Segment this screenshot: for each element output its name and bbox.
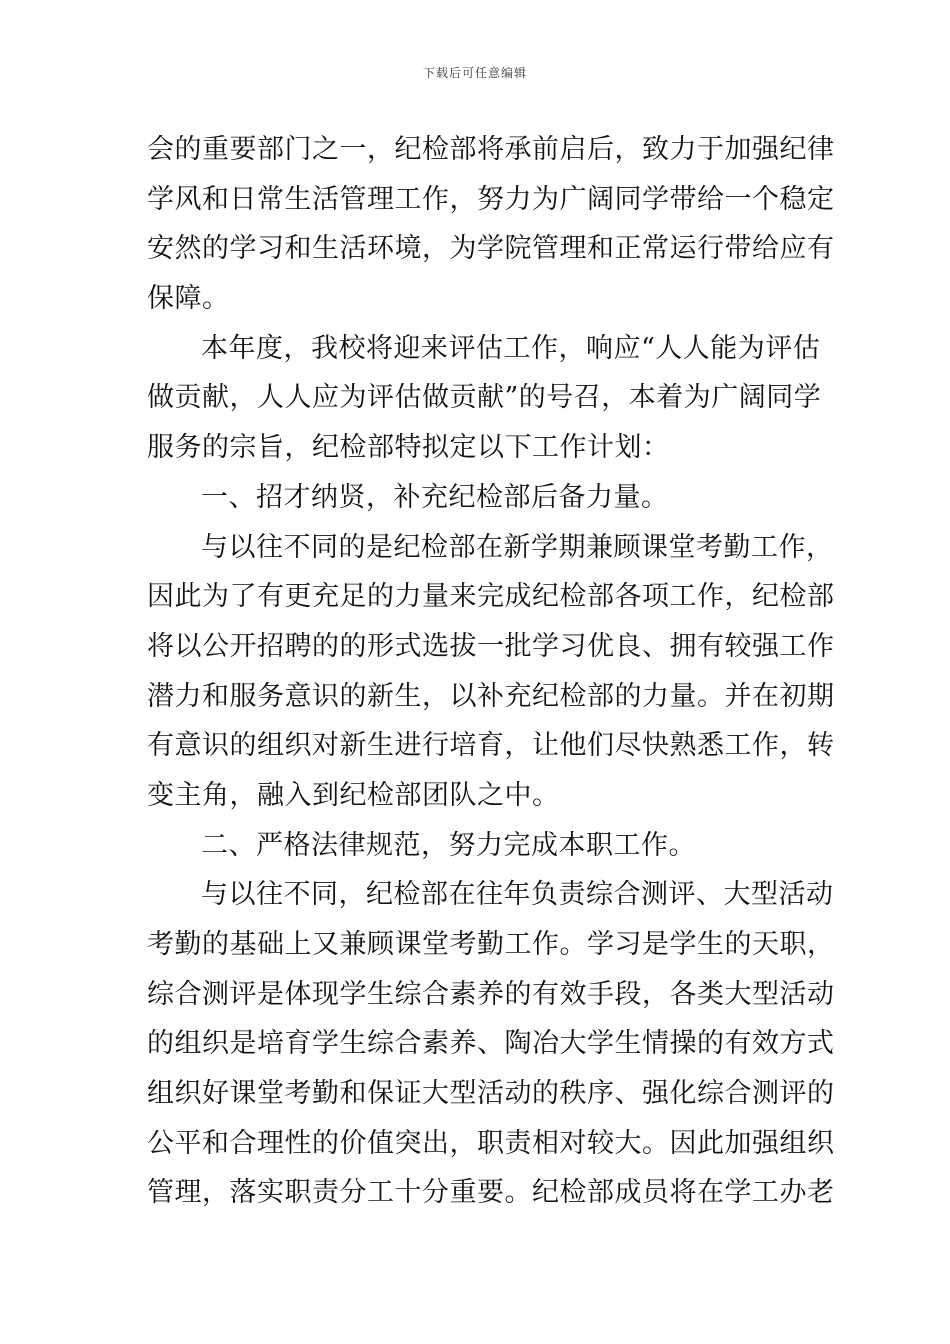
text-line: 将以公开招聘的的形式选拔一批学习优良、拥有较强工作 <box>147 630 835 662</box>
text-line: 一、招才纳贤，补充纪检部后备力量。 <box>201 481 669 513</box>
text-line: 学风和日常生活管理工作，努力为广阔同学带给一个稳定 <box>147 183 835 215</box>
text-line: 的组织是培育学生综合素养、陶冶大学生情操的有效方式 <box>147 1028 835 1060</box>
text-line: 公平和合理性的价值突出，职责相对较大。因此加强组织 <box>147 1127 835 1159</box>
text-line: 有意识的组织对新生进行培育，让他们尽快熟悉工作，转 <box>147 730 835 762</box>
text-line: 保障。 <box>147 283 230 315</box>
text-line: 管理，落实职责分工十分重要。纪检部成员将在学工办老 <box>147 1177 835 1209</box>
text-line: 潜力和服务意识的新生，以补充纪检部的力量。并在初期 <box>147 680 835 712</box>
text-line: 安然的学习和生活环境，为学院管理和正常运行带给应有 <box>147 233 835 265</box>
document-body <box>147 125 835 1218</box>
text-line: 变主角，融入到纪检部团队之中。 <box>147 779 560 811</box>
text-line: 综合测评是体现学生综合素养的有效手段，各类大型活动 <box>147 978 835 1010</box>
text-line: 服务的宗旨，纪检部特拟定以下工作计划： <box>147 432 670 464</box>
text-line: 考勤的基础上又兼顾课堂考勤工作。学习是学生的天职， <box>147 929 835 960</box>
text-line: 做贡献，人人应为评估做贡献”的号召，本着为广阔同学 <box>147 382 822 414</box>
text-line: 本年度，我校将迎来评估工作，响应“人人能为评估 <box>201 332 821 364</box>
text-line: 会的重要部门之一，纪检部将承前启后，致力于加强纪律 <box>147 134 835 165</box>
text-line: 与以往不同的是纪检部在新学期兼顾课堂考勤工作， <box>201 531 834 563</box>
text-line: 与以往不同，纪检部在往年负责综合测评、大型活动 <box>201 879 834 911</box>
text-line: 组织好课堂考勤和保证大型活动的秩序、强化综合测评的 <box>147 1078 835 1110</box>
text-line: 二、严格法律规范，努力完成本职工作。 <box>201 829 696 861</box>
page-header: 下载后可任意编辑 <box>422 66 527 80</box>
text-line: 因此为了有更充足的力量来完成纪检部各项工作，纪检部 <box>147 581 835 613</box>
